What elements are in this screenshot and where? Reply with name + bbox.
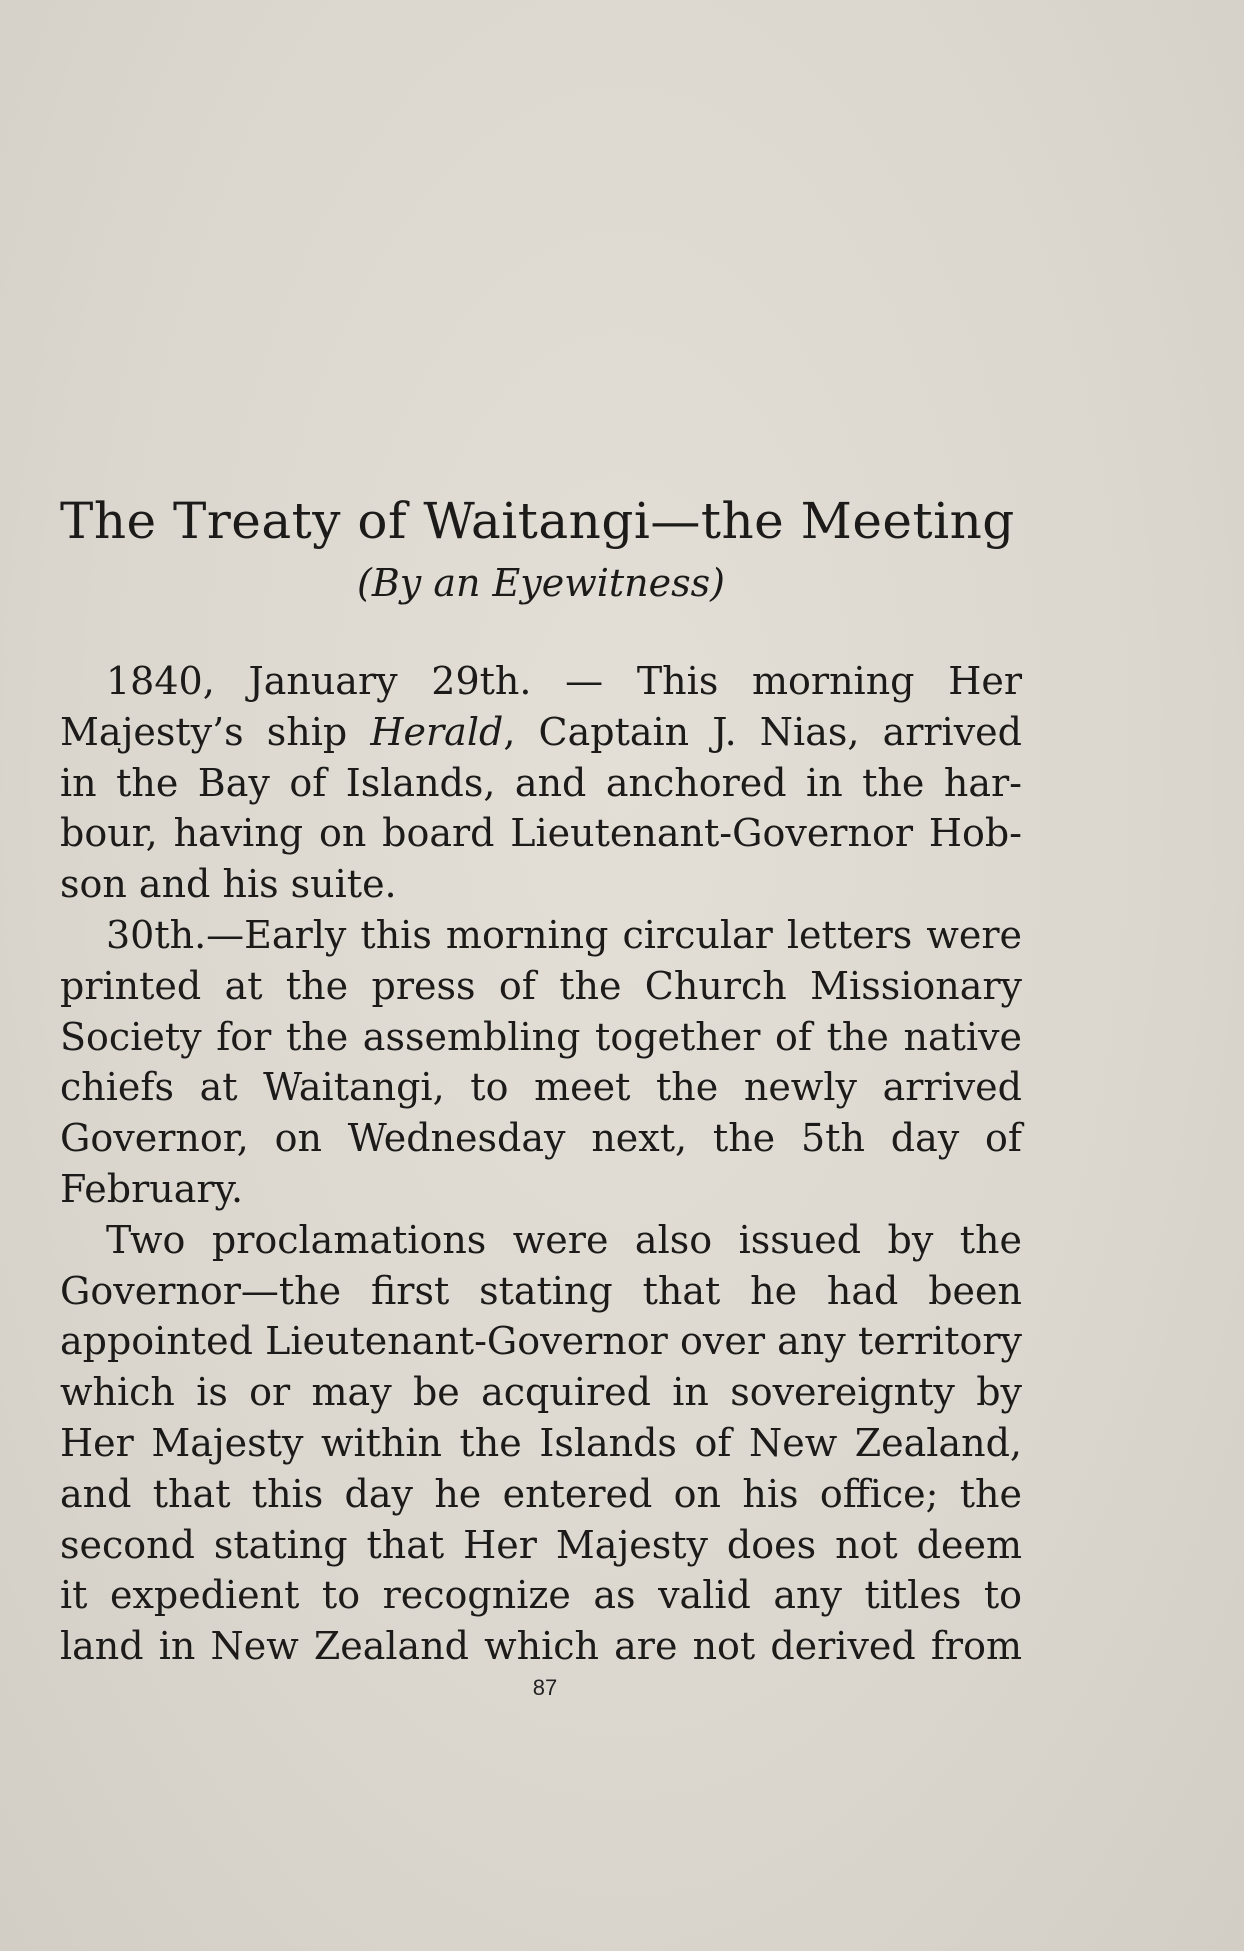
body-line: Governor, on Wednesday next, the 5th day of bbox=[60, 1116, 1022, 1161]
body-line: second stating that Her Majesty does not deem bbox=[60, 1522, 1022, 1567]
chapter-title: The Treaty of Waitangi—the Meeting bbox=[60, 492, 1015, 550]
ship-name: Herald bbox=[370, 709, 504, 754]
body-line: Governor—the first stating that he had been bbox=[60, 1268, 1022, 1313]
body-line: printed at the press of the Church Missionary bbox=[60, 963, 1022, 1008]
body-line: Two proclamations were also issued by the bbox=[106, 1217, 1022, 1262]
body-line-text: Majesty’s ship bbox=[60, 709, 371, 754]
body-line: Her Majesty within the Islands of New Zealand, bbox=[60, 1420, 1022, 1465]
body-line: and that this day he entered on his office; the bbox=[60, 1471, 1022, 1516]
body-text bbox=[60, 656, 1022, 1672]
body-line: February. bbox=[60, 1166, 244, 1211]
body-line: chiefs at Waitangi, to meet the newly arrived bbox=[60, 1065, 1022, 1110]
body-line: bour, having on board Lieutenant-Governor Hob- bbox=[60, 811, 1022, 856]
body-line bbox=[60, 707, 1022, 758]
body-line-text: , Captain J. Nias, arrived bbox=[503, 709, 1022, 754]
page-number: 87 bbox=[532, 1675, 558, 1700]
body-line: Society for the assembling together of the native bbox=[60, 1014, 1022, 1059]
chapter-subtitle: (By an Eyewitness) bbox=[357, 561, 725, 605]
body-line: appointed Lieutenant-Governor over any territory bbox=[60, 1319, 1022, 1364]
body-line: land in New Zealand which are not derived from bbox=[60, 1624, 1022, 1669]
body-line: in the Bay of Islands, and anchored in the har- bbox=[60, 760, 1022, 805]
body-line: 1840, January 29th. — This morning Her bbox=[106, 659, 1022, 703]
body-line: which is or may be acquired in sovereignty by bbox=[60, 1370, 1022, 1415]
chapter-text bbox=[60, 488, 1022, 1672]
body-line: 30th.—Early this morning circular letters were bbox=[106, 912, 1022, 957]
body-line: son and his suite. bbox=[60, 862, 397, 907]
body-line: it expedient to recognize as valid any titles to bbox=[60, 1573, 1022, 1618]
